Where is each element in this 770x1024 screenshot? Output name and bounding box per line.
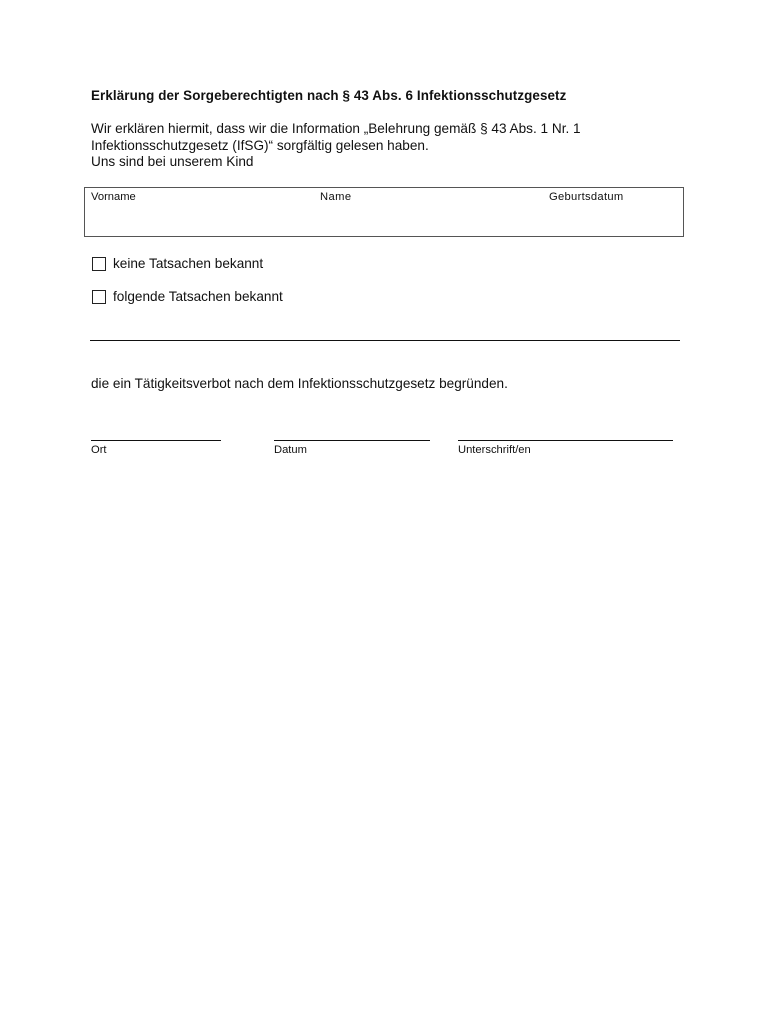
intro-paragraph [91, 121, 581, 171]
ort-field[interactable] [91, 440, 221, 456]
option-label: keine Tatsachen bekannt [113, 256, 264, 271]
document-title: Erklärung der Sorgeberechtigten nach § 43 Abs. 6 Infektionsschutzgesetz [91, 88, 567, 103]
column-geburtsdatum-label: Geburtsdatum [549, 191, 624, 203]
option-folgende-tatsachen[interactable] [92, 289, 283, 304]
intro-line: Uns sind bei unserem Kind [91, 154, 254, 169]
unterschrift-label: Unterschrift/en [458, 444, 531, 456]
datum-line[interactable] [274, 440, 430, 441]
intro-line: Wir erklären hiermit, dass wir die Information „Belehrung gemäß § 43 Abs. 1 Nr. 1 [91, 121, 581, 136]
datum-field[interactable] [274, 440, 430, 456]
option-keine-tatsachen[interactable] [92, 256, 263, 271]
folgende-tatsachen-checkbox[interactable] [92, 290, 106, 304]
intro-line: Infektionsschutzgesetz (IfSG)“ sorgfältig gelesen haben. [91, 137, 429, 153]
ort-label: Ort [91, 444, 107, 456]
child-info-table[interactable] [84, 187, 684, 237]
option-label: folgende Tatsachen bekannt [113, 289, 283, 304]
verbot-statement: die ein Tätigkeitsverbot nach dem Infektionsschutzgesetz begründen. [91, 376, 508, 391]
ort-line[interactable] [91, 440, 221, 441]
facts-input-line[interactable] [90, 340, 680, 341]
unterschrift-line[interactable] [458, 440, 673, 441]
column-name-label: Name [320, 191, 352, 203]
datum-label: Datum [274, 444, 307, 456]
column-vorname-label: Vorname [91, 191, 136, 203]
unterschrift-field[interactable] [458, 440, 673, 456]
keine-tatsachen-checkbox[interactable] [92, 257, 106, 271]
